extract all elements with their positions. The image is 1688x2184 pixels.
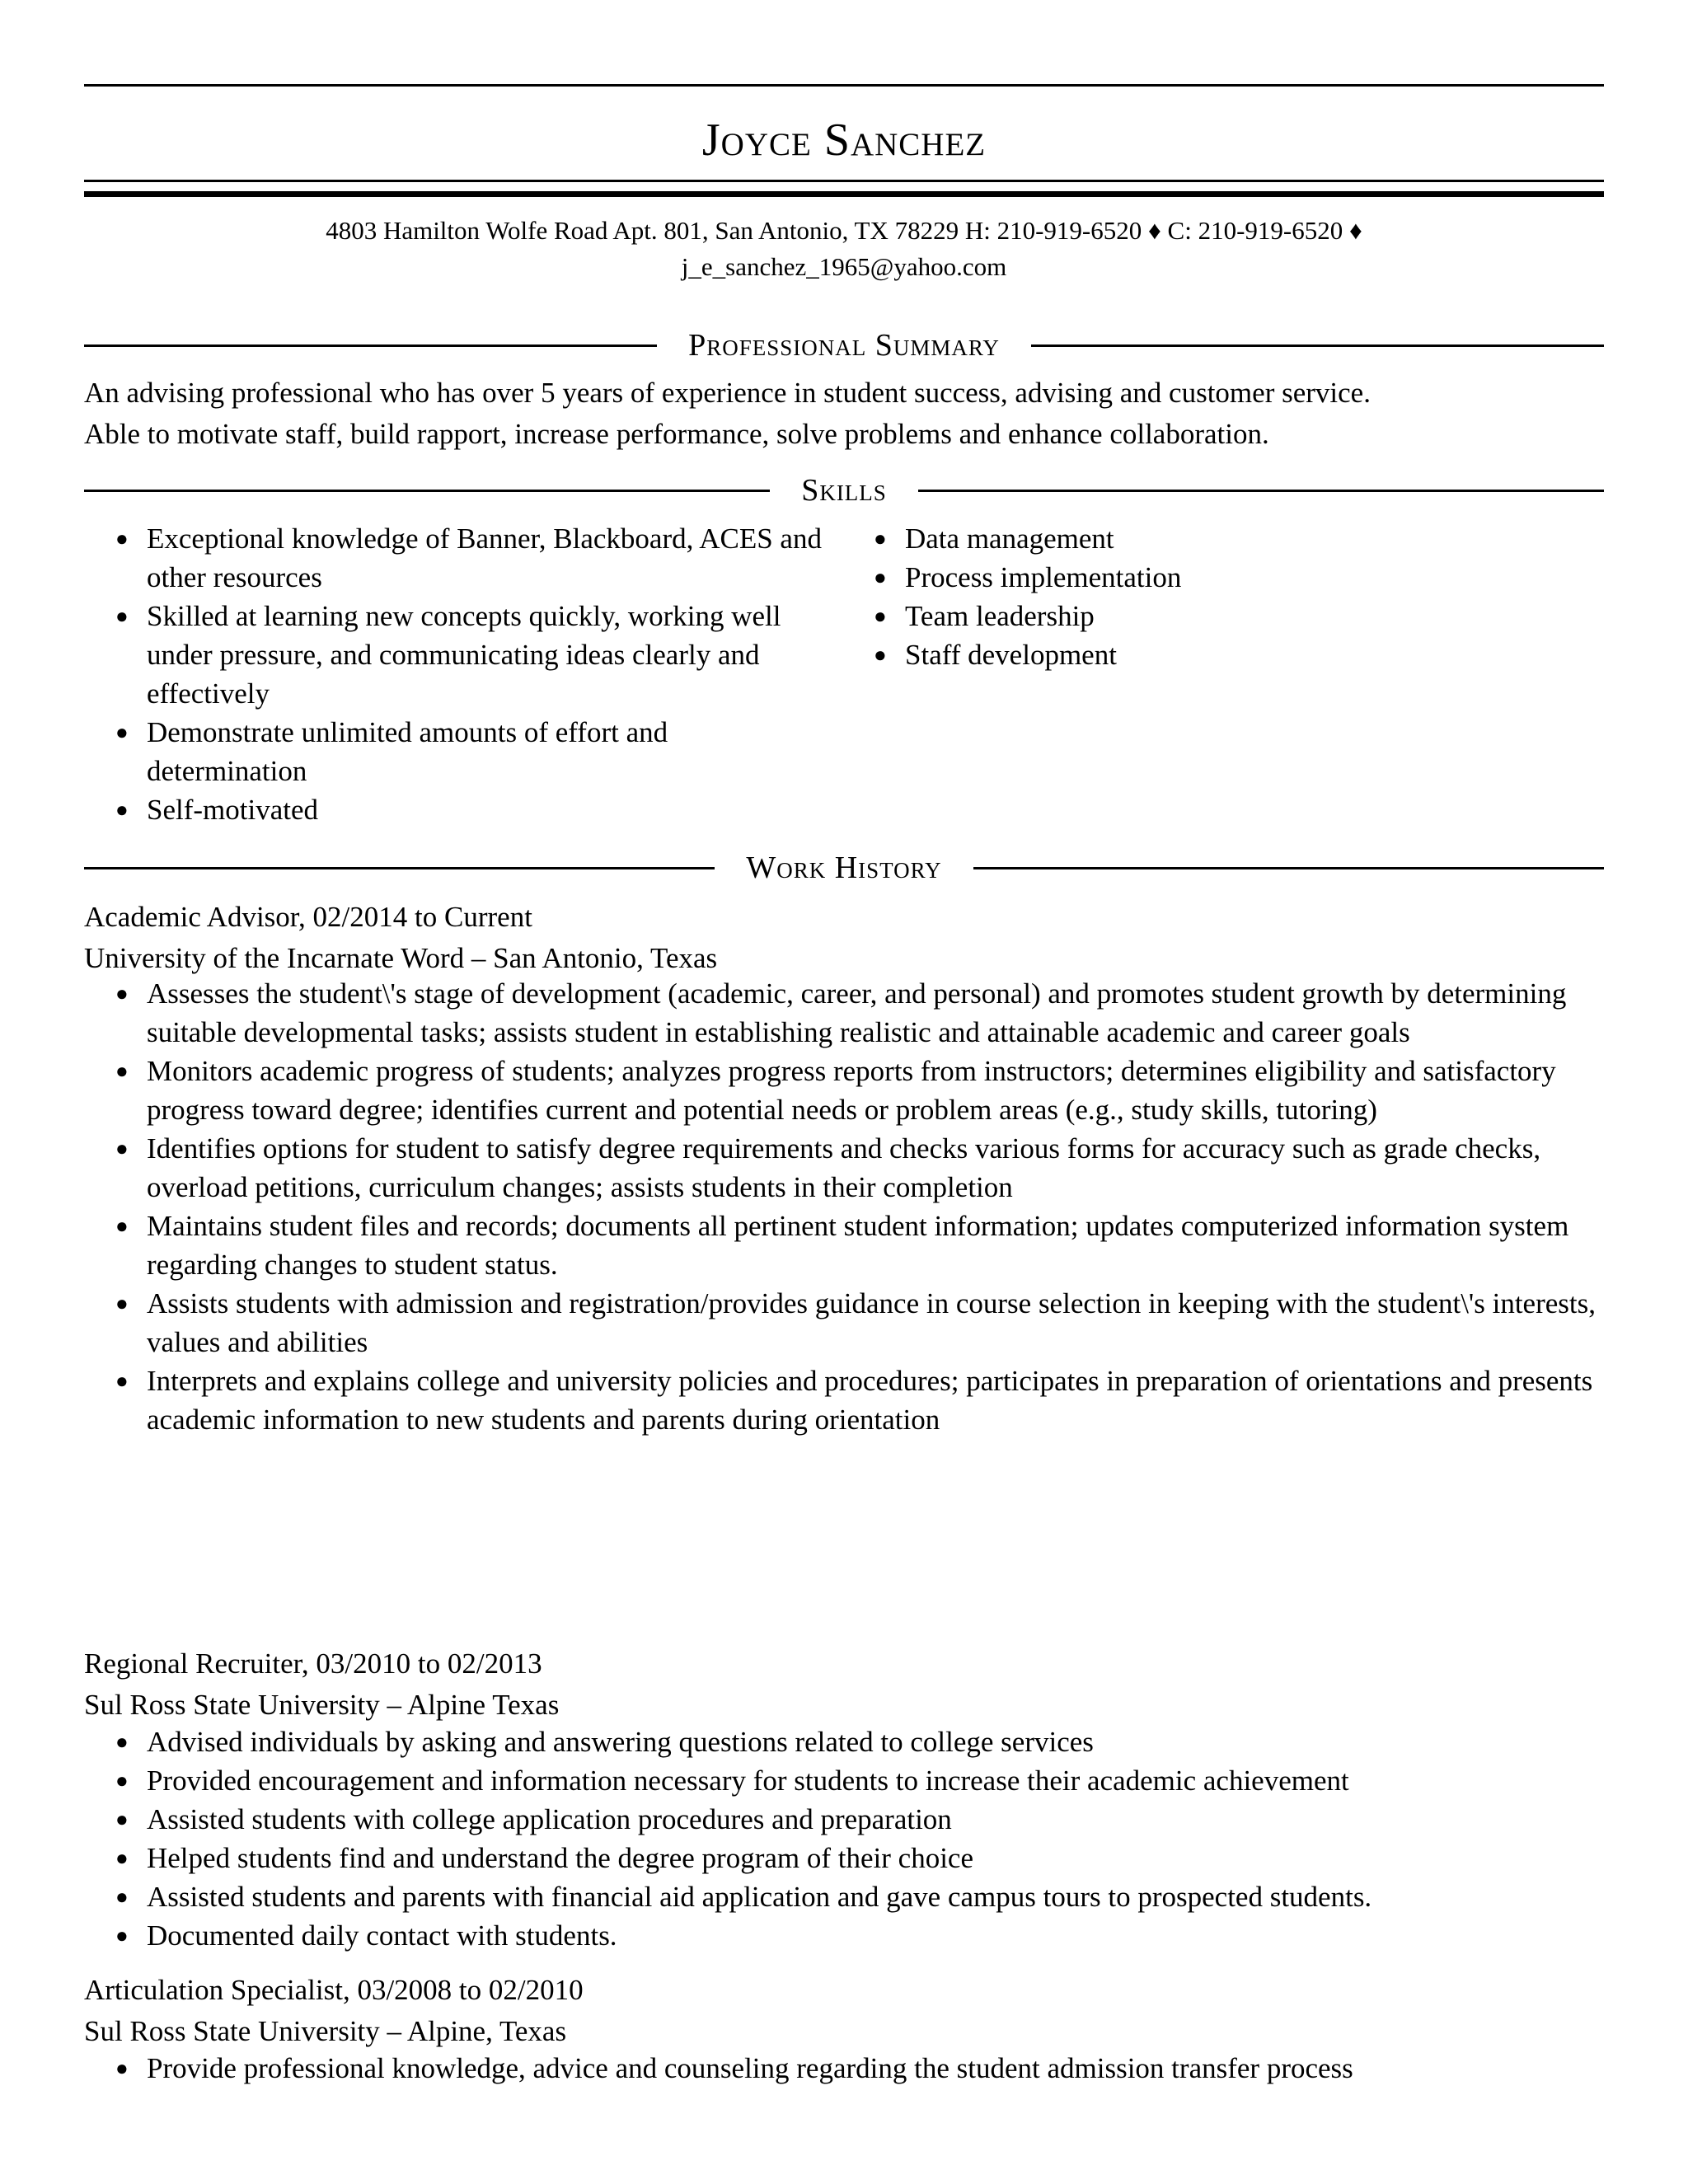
job-duties <box>84 974 1604 1439</box>
bullet-icon: ● <box>115 1730 129 1754</box>
skill-item: ● Demonstrate unlimited amounts of effort and determination <box>84 713 826 790</box>
skills-title: Skills <box>801 473 887 508</box>
duty-item: ● Provided encouragement and information necessary for students to increase their academic achievement <box>84 1761 1604 1800</box>
heading-rule-right <box>1031 344 1604 347</box>
heading-rule-left <box>84 867 715 869</box>
bullet-icon: ● <box>874 604 887 628</box>
summary-heading <box>84 325 1604 366</box>
job-employer: University of the Incarnate Word – San Antonio, Texas <box>84 942 718 974</box>
duty-item: ● Identifies options for student to satisfy degree requirements and checks various forms for accuracy such as grade checks, overload petitions, curriculum changes; assists students in their completion <box>84 1129 1604 1207</box>
bullet-icon: ● <box>115 1214 129 1238</box>
bullet-icon: ● <box>115 1924 129 1947</box>
contact-block <box>84 213 1604 285</box>
duty-item: ● Monitors academic progress of students; analyzes progress reports from instructors; determines eligibility and satisfactory progress toward degree; identifies current and potential needs or problem areas (e.g., study skills, tutoring) <box>84 1052 1604 1129</box>
duty-item: ● Assisted students and parents with financial aid application and gave campus tours to prospected students. <box>84 1877 1604 1916</box>
bullet-icon: ● <box>115 1846 129 1870</box>
bullet-icon: ● <box>115 1137 129 1160</box>
contact-address-phone: 4803 Hamilton Wolfe Road Apt. 801, San Antonio, TX 78229 H: 210-919-6520 ♦ C: 210-919-6520 ♦ <box>326 216 1362 245</box>
job-title-dates: Academic Advisor, 02/2014 to Current <box>84 901 532 933</box>
skill-item: ● Skilled at learning new concepts quickly, working well under pressure, and communicating ideas clearly and effectively <box>84 597 826 713</box>
bullet-icon: ● <box>115 720 129 744</box>
heading-rule-left <box>84 490 770 492</box>
bullet-icon: ● <box>115 1769 129 1793</box>
duty-item: ● Interprets and explains college and university policies and procedures; participates in preparation of orientations and presents academic information to new students and parents during orientation <box>84 1361 1604 1439</box>
skill-item: ● Staff development <box>842 635 1584 674</box>
job-employer: Sul Ross State University – Alpine, Texas <box>84 2015 567 2047</box>
heading-rule-left <box>84 344 657 347</box>
skills-heading <box>84 470 1604 511</box>
skill-item: ● Exceptional knowledge of Banner, Blackboard, ACES and other resources <box>84 519 826 597</box>
job-employer: Sul Ross State University – Alpine Texas <box>84 1689 560 1721</box>
duty-item: ● Documented daily contact with students. <box>84 1916 1604 1955</box>
contact-email: j_e_sanchez_1965@yahoo.com <box>681 252 1007 281</box>
job-duties <box>84 1722 1604 1955</box>
name-rule-thick <box>84 191 1604 197</box>
summary-text <box>84 373 1604 455</box>
bullet-icon: ● <box>874 527 887 551</box>
bullet-icon: ● <box>115 1369 129 1393</box>
summary-title: Professional Summary <box>688 328 1000 363</box>
bullet-icon: ● <box>115 1885 129 1909</box>
skill-item: ● Team leadership <box>842 597 1584 635</box>
bullet-icon: ● <box>115 604 129 628</box>
duty-item: ● Provide professional knowledge, advice and counseling regarding the student admission transfer process <box>84 2049 1604 2088</box>
bullet-icon: ● <box>874 565 887 589</box>
summary-line-2: Able to motivate staff, build rapport, increase performance, solve problems and enhance collaboration. <box>84 418 1269 450</box>
job-title-dates: Articulation Specialist, 03/2008 to 02/2010 <box>84 1974 584 2006</box>
heading-rule-right <box>973 867 1604 869</box>
bullet-icon: ● <box>115 2056 129 2080</box>
duty-item: ● Maintains student files and records; documents all pertinent student information; updates computerized information system regarding changes to student status. <box>84 1207 1604 1284</box>
top-rule <box>84 84 1604 87</box>
job-duties <box>84 2049 1604 2088</box>
duty-item: ● Assists students with admission and registration/provides guidance in course selection in keeping with the student\'s interests, values and abilities <box>84 1284 1604 1361</box>
duty-item: ● Helped students find and understand the degree program of their choice <box>84 1839 1604 1877</box>
name-rule-thin <box>84 180 1604 182</box>
duty-item: ● Advised individuals by asking and answering questions related to college services <box>84 1722 1604 1761</box>
skill-item: ● Self-motivated <box>84 790 826 829</box>
heading-rule-right <box>918 490 1604 492</box>
skills-list-left <box>84 519 826 829</box>
bullet-icon: ● <box>115 1059 129 1083</box>
bullet-icon: ● <box>115 1807 129 1831</box>
skills-list-right <box>842 519 1584 674</box>
job-title-dates: Regional Recruiter, 03/2010 to 02/2013 <box>84 1647 542 1680</box>
bullet-icon: ● <box>115 1291 129 1315</box>
duty-item: ● Assisted students with college application procedures and preparation <box>84 1800 1604 1839</box>
work-title: Work History <box>746 851 942 885</box>
bullet-icon: ● <box>115 798 129 822</box>
work-heading <box>84 847 1604 888</box>
bullet-icon: ● <box>115 982 129 1005</box>
candidate-name: Joyce Sanchez <box>701 115 987 166</box>
summary-line-1: An advising professional who has over 5 years of experience in student success, advising and customer service. <box>84 377 1371 409</box>
skill-item: ● Process implementation <box>842 558 1584 597</box>
bullet-icon: ● <box>115 527 129 551</box>
skill-item: ● Data management <box>842 519 1584 558</box>
bullet-icon: ● <box>874 643 887 667</box>
duty-item: ● Assesses the student\'s stage of development (academic, career, and personal) and promotes student growth by determining suitable developmental tasks; assists student in establishing realistic and attainable academic and career goals <box>84 974 1604 1052</box>
